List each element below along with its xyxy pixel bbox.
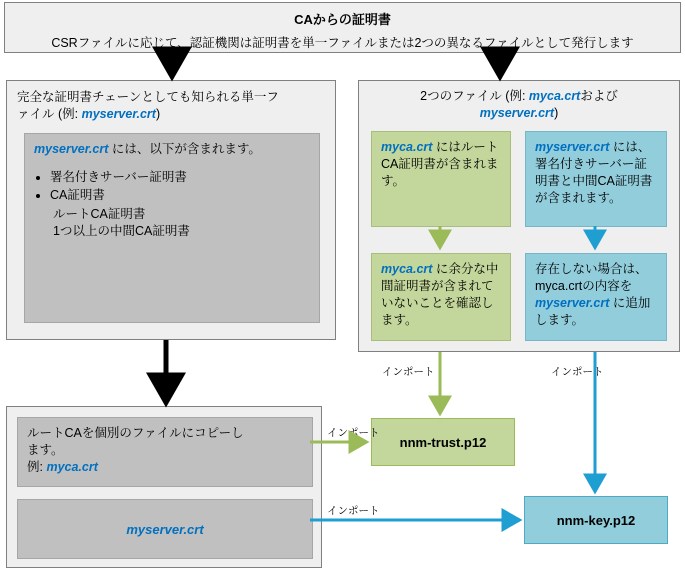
myserver-info-text: [526, 132, 666, 214]
myca-verify-body: に余分な中間証明書が含まれていないことを確認します。: [381, 262, 499, 327]
list-item: • CA証明書: [50, 187, 319, 204]
diagram-title: CAからの証明書: [294, 12, 391, 27]
right-header-em-2: myserver.crt: [479, 105, 555, 120]
right-branch-container: [358, 80, 680, 352]
left-header-line2-plain: ァイル (例:: [17, 106, 82, 121]
left-detail-lead: [25, 134, 319, 165]
copy-root-ca-example-em: myca.crt: [46, 459, 98, 474]
left-header-em: myserver.crt: [81, 106, 156, 121]
bottom-left-container: [6, 406, 322, 568]
copy-root-ca-text: [18, 418, 312, 483]
diagram-subtitle: CSRファイルに応じて、認証機関は証明書を単一ファイルまたは2つの異なるファイルとして発行します: [51, 36, 634, 50]
copy-root-ca-box: [17, 417, 313, 487]
myca-root-info-em: myca.crt: [381, 140, 433, 154]
list-item: • 署名付きサーバー証明書: [50, 169, 319, 186]
myserver-info-box: [525, 131, 667, 227]
left-detail-lead-tail: には、以下が含まれます。: [108, 142, 261, 156]
myserver-append-em: myserver.crt: [535, 295, 610, 310]
left-detail-lead-em: myserver.crt: [34, 142, 109, 156]
myserver-file-box: [17, 499, 313, 559]
myca-verify-text: [372, 254, 510, 336]
myca-verify-box: [371, 253, 511, 341]
left-branch-header: [7, 81, 335, 123]
arrow-label-import-1: インポート: [382, 366, 435, 378]
right-branch-header: [359, 81, 679, 122]
arrow-label-import-2: インポート: [551, 366, 604, 378]
nnm-key-p12-box: [524, 496, 668, 544]
right-header-em-1: myca.crt: [528, 89, 581, 103]
left-branch-detail-box: [24, 133, 320, 323]
copy-root-ca-line1: ルートCAを個別のファイルにコピーし: [27, 426, 244, 440]
right-header-plain-3: ): [554, 105, 559, 120]
nnm-trust-p12-label: nnm-trust.p12: [399, 434, 487, 450]
nnm-key-p12-label: nnm-key.p12: [556, 512, 636, 528]
myca-root-info-box: [371, 131, 511, 227]
myserver-info-em: myserver.crt: [535, 140, 610, 154]
myca-root-info-body: にはルートCA証明書が含まれます。: [381, 140, 499, 188]
myca-verify-em: myca.crt: [381, 262, 433, 276]
copy-root-ca-line2: ます。: [27, 442, 64, 457]
myserver-append-box: [525, 253, 667, 341]
copy-root-ca-example-plain: 例:: [27, 459, 47, 474]
left-detail-bullets: [34, 169, 319, 204]
left-branch-container: [6, 80, 336, 340]
myca-root-info-text: [372, 132, 510, 197]
myserver-append-text: [526, 254, 666, 336]
left-detail-sub-2: 1つ以上の中間CA証明書: [53, 223, 190, 238]
right-header-plain-1: 2つのファイル (例:: [420, 89, 529, 103]
nnm-trust-p12-box: [371, 418, 515, 466]
left-header-line1: 完全な証明書チェーンとしても知られる単一フ: [17, 90, 279, 104]
left-header-line2-tail: ): [155, 106, 161, 121]
myserver-file-label: myserver.crt: [126, 521, 204, 537]
left-detail-sub-1: ルートCA証明書: [53, 206, 146, 221]
right-header-plain-2: および: [580, 89, 618, 103]
arrow-label-import-3: インポート: [327, 427, 380, 439]
myserver-append-after: に追加します。: [535, 295, 651, 327]
arrow-label-import-4: インポート: [327, 505, 380, 517]
myserver-append-before: 存在しない場合は、myca.crtの内容を: [535, 262, 648, 293]
myserver-info-body: には、署名付きサーバー証明書と中間CA証明書が含まれます。: [535, 140, 653, 205]
diagram-title-box: [4, 2, 681, 53]
